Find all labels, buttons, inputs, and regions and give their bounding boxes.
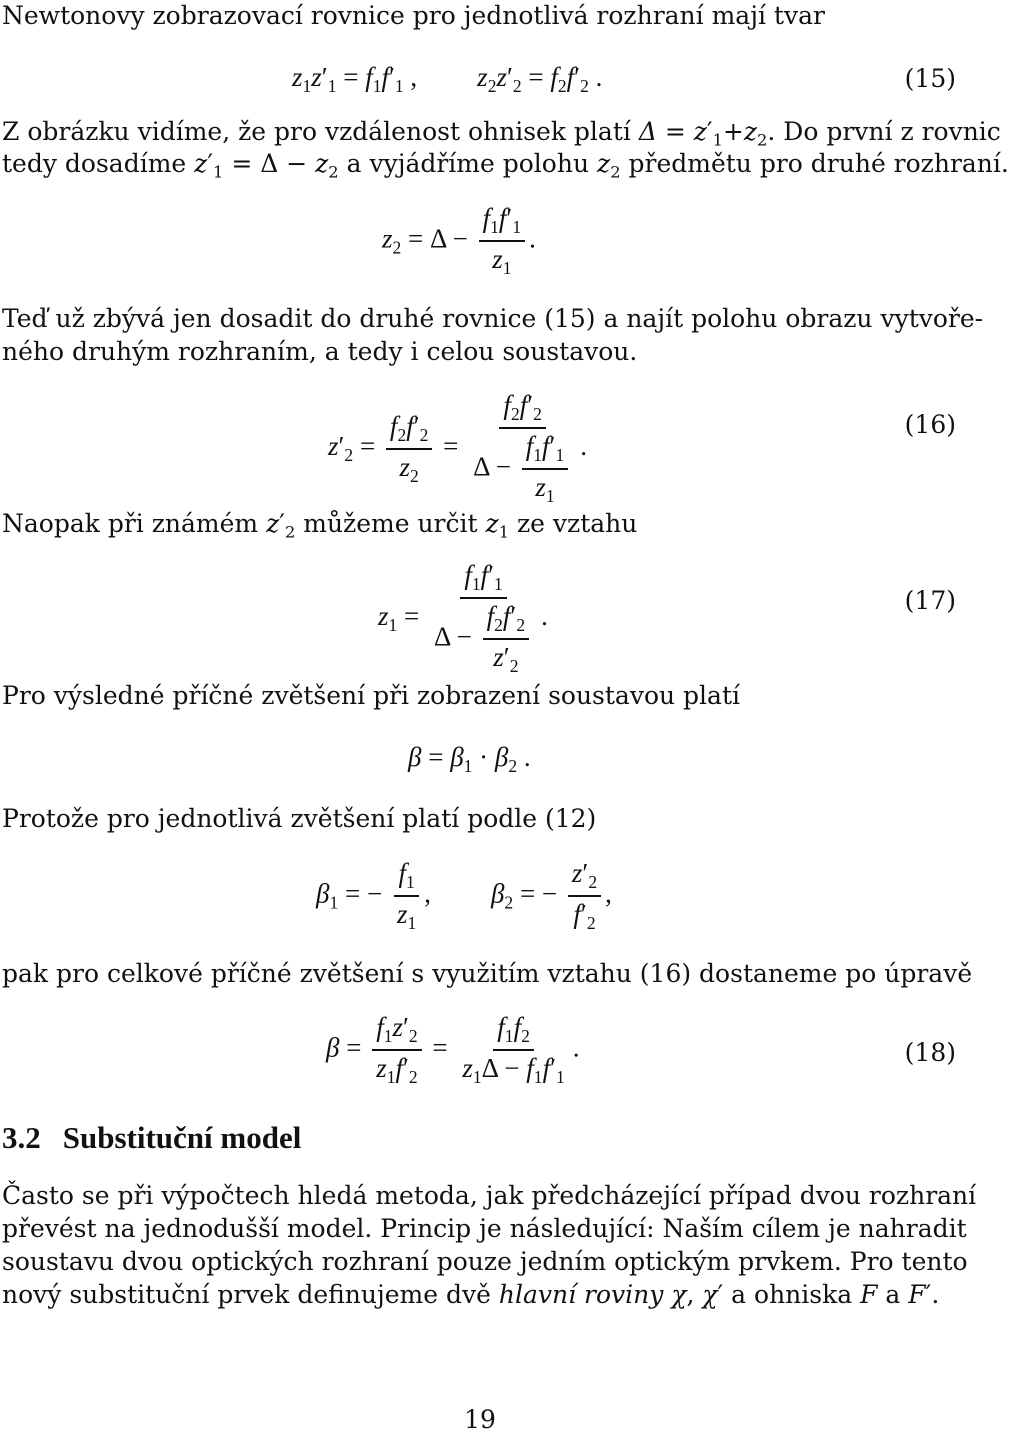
paragraph-substitution-line2: převést na jednodušší model. Princip je následující: Naším cílem je nahradit (2, 1214, 967, 1243)
fraction: $f_2f'_2$ Δ − $\frac{f_1f'_1}{z_1}$ (469, 390, 576, 507)
text-fragment: ze vztahu (516, 509, 638, 538)
equation-beta-product: $\beta = \beta_1 \cdot \beta_2$ . (408, 742, 531, 777)
paragraph-substitution-line4: nový substituční prvek definujeme dvě hlavní roviny χ, χ′ a ohniska F a F′. (2, 1280, 940, 1309)
text-fragment: tedy dosadíme (2, 149, 187, 178)
paragraph-focal-distance-line2: tedy dosadíme $z'_1 = \Delta - z_2$ a vyjádříme polohu $z_2$ předmětu pro druhé rozhraní. (2, 149, 1009, 182)
fraction: $\frac{z'_2}{f'_2}$ (568, 858, 601, 934)
paragraph-substitute-line1: Teď už zbývá jen dosadit do druhé rovnice (15) a najít polohu obrazu vytvoře- (2, 304, 984, 333)
section-number: 3.2 (2, 1120, 41, 1155)
paragraph-substitution-line1: Často se při výpočtech hledá metoda, jak předcházející případ dvou rozhraní (2, 1181, 977, 1210)
paragraph-substitution-line3: soustavu dvou optických rozhraní pouze jedním optickým prvkem. Pro tento (2, 1247, 968, 1276)
paragraph-substitute-line2: ného druhým rozhraním, a tedy i celou soustavou. (2, 337, 638, 366)
fraction: $\frac{f_1f'_1}{z_1}$ (479, 203, 525, 279)
equation-number-18: (18) (904, 1038, 956, 1067)
equation-16: $z'_2$ = $\frac{f_2f'_2}{z_2}$ = $f_2f'_2$ Δ − $\frac{f_1f'_1}{z_1}$ . (328, 390, 587, 507)
equation-beta-individual: $\beta_1$ = − $\frac{f_1}{z_1}$ , $\beta_2$ = − $\frac{z'_2}{f'_2}$ , (316, 858, 612, 934)
fraction: $\frac{f_1}{z_1}$ (393, 858, 420, 934)
text-fragment: můžeme určit (303, 509, 478, 538)
section-heading (2, 1120, 301, 1156)
paragraph-focal-distance-line1: Z obrázku vidíme, že pro vzdálenost ohnisek platí $\Delta = z'_1+z_2$. Do první z rovnic (2, 117, 1001, 150)
text-fragment: Naopak při známém (2, 509, 259, 538)
text-fragment: Do první z rovnic (783, 117, 1001, 146)
equation-18: β = $\frac{f_1z'_2}{z_1f'_2}$ = $\frac{f_1f_2}{z_1\Delta - f_1f'_1}$ . (326, 1012, 580, 1088)
equation-17: $z_1$ = $f_1f'_1$ Δ − $\frac{f_2f'_2}{z'_2}$ . (378, 560, 548, 677)
paragraph-conversely: Naopak při známém $z'_2$ můžeme určit $z_1$ ze vztahu (2, 509, 638, 542)
page-number: 19 (464, 1405, 496, 1434)
fraction: $f_1f'_1$ Δ − $\frac{f_2f'_2}{z'_2}$ (430, 560, 537, 677)
text-fragment: předmětu pro druhé rozhraní. (628, 149, 1009, 178)
paragraph-magnification: Pro výsledné příčné zvětšení při zobrazení soustavou platí (2, 681, 741, 710)
equation-number-15: (15) (904, 64, 956, 93)
fraction: $\frac{f_1z'_2}{z_1f'_2}$ (372, 1012, 421, 1088)
text-fragment: a ohniska (731, 1280, 853, 1309)
equation-15: $z_1z'_1 = f_1f'_1$ , $z_2z'_2 = f_2f'_2$ . (292, 62, 603, 97)
equation-number-16: (16) (904, 410, 956, 439)
section-title: Substituční model (62, 1120, 302, 1155)
emphasis-principal-planes: hlavní roviny (498, 1280, 664, 1309)
equation-z2: $z_2 = \Delta$ − $\frac{f_1f'_1}{z_1}$ . (382, 203, 536, 279)
fraction: $\frac{f_1f_2}{z_1\Delta - f_1f'_1}$ (462, 1012, 565, 1088)
paragraph-intro: Newtonovy zobrazovací rovnice pro jednotlivá rozhraní mají tvar (2, 1, 825, 30)
fraction: $\frac{f_2f'_2}{z_2}$ (386, 411, 432, 487)
text-fragment: a vyjádříme polohu (346, 149, 590, 178)
equation-number-17: (17) (904, 586, 956, 615)
text-fragment: nový substituční prvek definujeme dvě (2, 1280, 491, 1309)
paragraph-individual-magnifications: Protože pro jednotlivá zvětšení platí podle (12) (2, 804, 597, 833)
paragraph-total-magnification: pak pro celkové příčné zvětšení s využitím vztahu (16) dostaneme po úpravě (2, 959, 973, 988)
text-fragment: Z obrázku vidíme, že pro vzdálenost ohnisek platí (2, 117, 631, 146)
